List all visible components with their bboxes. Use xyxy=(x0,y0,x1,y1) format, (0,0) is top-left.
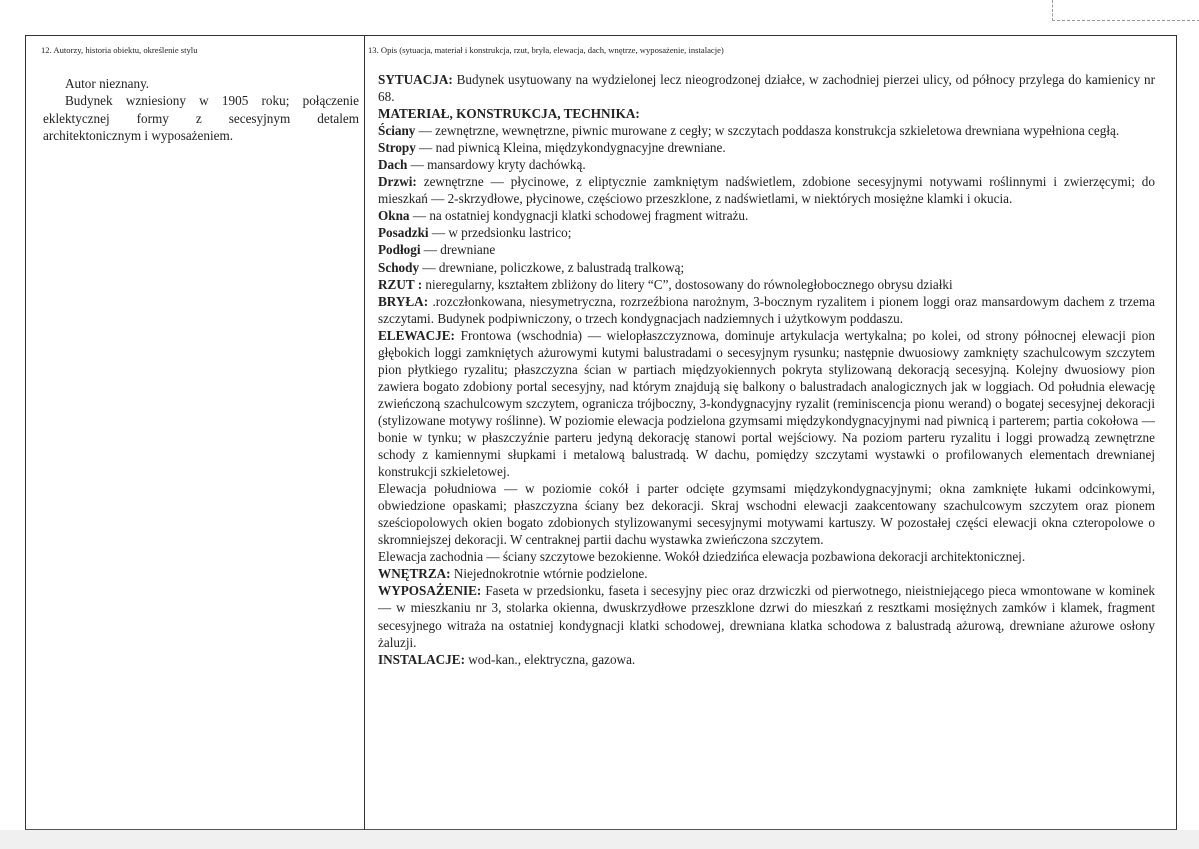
entry-text: — zewnętrzne, wewnętrzne, piwnic murowane z cegły; w szczytach poddasza konstrukcja szkieletowa drewniana wypełniona cegłą. xyxy=(415,123,1120,139)
entry-text: — nad piwnicą Kleina, międzykondygnacyjne drewniane. xyxy=(415,140,726,156)
description-entry-stairs xyxy=(378,259,1155,276)
entry-text: — drewniane, policzkowe, z balustradą tralkową; xyxy=(419,259,685,275)
section-12-header: 12. Autorzy, historia obiektu, określenie stylu xyxy=(41,45,198,55)
entry-text: — na ostatniej kondygnacji klatki schodowej fragment witrażu. xyxy=(409,208,749,224)
description-entry-furnishings xyxy=(378,582,1155,650)
entry-label: SYTUACJA: xyxy=(378,72,453,87)
entry-label: Dach xyxy=(378,157,408,173)
entry-label: WYPOSAŻENIE: xyxy=(378,583,482,599)
entry-label: Drzwi: xyxy=(378,174,417,190)
entry-text: — w przedsionku lastrico; xyxy=(428,225,572,241)
entry-text: — drewniane xyxy=(420,242,496,258)
entry-text: zewnętrzne — płycinowe, z eliptycznie zamkniętym nadświetlem, zdobione secesyjnymi notywami roślinnymi i zwierzęcymi; do mieszkań — 2-skrzydłowe, płycinowe, częściowo przeszklone, z nadświetlami, w niektórych mosiężne klamki i okucia. xyxy=(378,174,1155,207)
entry-label: Stropy xyxy=(378,140,416,156)
entry-text: Elewacja południowa — w poziomie cokół i parter odcięte gzymsami międzykondygnacyjnymi; okna zamknięte łukami odcinkowymi, obwiedzione opaskami; płaszczyzna ściany bez dekoracji. Skraj wschodni elewacji zaakcentowany szachulcowym szczytem oraz pionem sześciopolowych okien bogato zdobionych stylizowanymi secesyjnymi motywami kartuszy. W pozostałej części elewacji okna czteropolowe o skromniejszej dekoracji. W centraknej partii dachu wystawka zwieńczona szczytem. xyxy=(378,481,1155,548)
entry-label: Posadzki xyxy=(378,225,429,241)
scan-corner-mark xyxy=(1052,0,1199,21)
entry-label: MATERIAŁ, KONSTRUKCJA, TECHNIKA: xyxy=(378,106,640,122)
description-entry-pavements xyxy=(378,224,1155,241)
description-entry-massing xyxy=(378,293,1155,327)
description-entry-installations xyxy=(378,651,1155,668)
description-entry-windows xyxy=(378,207,1155,224)
authors-history-section xyxy=(43,75,359,145)
description-entry-floors xyxy=(378,241,1155,258)
entry-label: RZUT : xyxy=(378,276,423,292)
entry-text: .rozczłonkowana, niesymetryczna, rozrzeźbiona narożnym, 3-bocznym ryzalitem i pionem loggi oraz mansardowym dachem z trzema szczytami. Budynek podpiwniczony, o trzech kondygnacjach nadziemnych i użytkowym poddaszu. xyxy=(378,293,1155,326)
entry-label: BRYŁA: xyxy=(378,293,429,309)
entry-label: Schody xyxy=(378,259,420,275)
description-entry-ceilings xyxy=(378,139,1155,156)
entry-label: INSTALACJE: xyxy=(378,651,465,667)
entry-label: Ściany xyxy=(378,123,416,139)
description-entry-south-elevation xyxy=(378,480,1155,548)
entry-label: ELEWACJE: xyxy=(378,327,455,343)
description-entry-situation xyxy=(378,71,1155,105)
description-section xyxy=(378,71,1155,668)
description-entry-elevations xyxy=(378,327,1155,480)
description-entry-interiors xyxy=(378,565,1155,582)
entry-text: Budynek usytuowany na wydzielonej lecz nieogrodzonej działce, w zachodniej pierzei ulicy, od północy przylega do kamienicy nr 68. xyxy=(378,72,1155,105)
column-divider xyxy=(364,35,365,830)
description-entry-doors xyxy=(378,173,1155,207)
description-entry-west-elevation xyxy=(378,548,1155,565)
entry-label: WNĘTRZA: xyxy=(378,566,451,582)
entry-text: nieregularny, kształtem zbliżony do litery “C”, dostosowany do równoległobocznego obrysu działki xyxy=(422,276,953,292)
entry-text: wod-kan., elektryczna, gazowa. xyxy=(464,651,636,667)
section-13-header: 13. Opis (sytuacja, materiał i konstrukcja, rzut, bryła, elewacja, dach, wnętrze, wyposażenie, instalacje) xyxy=(368,45,724,55)
entry-text: Elewacja zachodnia — ściany szczytowe bezokienne. Wokół dziedzińca elewacja pozbawiona dekoracji architektonicznej. xyxy=(378,549,1026,565)
history-paragraph: Budynek wzniesiony w 1905 roku; połączenie eklektycznej formy z secesyjnym detalem architektonicznym i wyposażeniem. xyxy=(43,93,359,144)
description-entry-walls xyxy=(378,122,1155,139)
entry-text: Faseta w przedsionku, faseta i secesyjny piec oraz drzwiczki od pierwotnego, nieistniejącego pieca wmontowane w kominek — w mieszkaniu nr 3, stolarka okienna, dwuskrzydłowe przeszklone dzrwi do mieszkań z resztkami mosiężnych zamków i klamek, fragment secesyjnego witraża na ostatniej kondygnacji klatki schodowej, drewniana klatka schodowa z balustradą ażurową, drewniane ażurowe osłony żaluzji. xyxy=(378,583,1155,650)
entry-text: — mansardowy kryty dachówką. xyxy=(407,157,586,173)
description-entry-roof xyxy=(378,156,1155,173)
scan-bottom-edge xyxy=(0,830,1199,849)
entry-text: Frontowa (wschodnia) — wielopłaszczyznowa, dominuje artykulacja wertykalna; po kolei, od strony północnej elewacji pion głębokich loggi zamkniętych ażurowymi kutymi balustradami o secesyjnym rysunku; następnie dwuosiowy zamknięty szachulcowym szczytem pion płytkiego ryzalitu; płaszczyzna ścian w partiach międzyokiennych pokryta stylizowaną dekoracją secesyjną. Kolejny dwuosiowy pion zawiera bogato zdobiony portal secesyjny, nad którym znajdują się balkony o balustradach analogicznych jak w loggiach. Od południa elewację zwieńczoną szachulcowym szczytem, ogranicza trójboczny, 3-kondygnacyjny ryzalit (reminiscencja pionu werand) o bogatej secesyjnej dekoracji (stylizowane motywy roślinne). W poziomie elewacja podzielona gzymsami międzykondygnacyjnymi nad piwnicą i parterem; partia cokołowa — bonie w tynku; w płaszczyźnie parteru jedyną dekorację stanowi portal wejściowy. Na poziom parteru ryzalitu i loggi prowadzą zewnętrzne schody z kamiennymi słupkami i metalową balustradą. W dachu, pomiędzy szczytami wystawki o profilowanych elementach drewnianej konstrukcji szkieletowej. xyxy=(378,327,1155,480)
description-entry-plan xyxy=(378,276,1155,293)
author-paragraph: Autor nieznany. xyxy=(65,76,150,91)
entry-label: Okna xyxy=(378,208,410,224)
description-entry-material xyxy=(378,105,1155,122)
entry-text: Niejednokrotnie wtórnie podzielone. xyxy=(450,566,648,582)
entry-label: Podłogi xyxy=(378,242,421,258)
